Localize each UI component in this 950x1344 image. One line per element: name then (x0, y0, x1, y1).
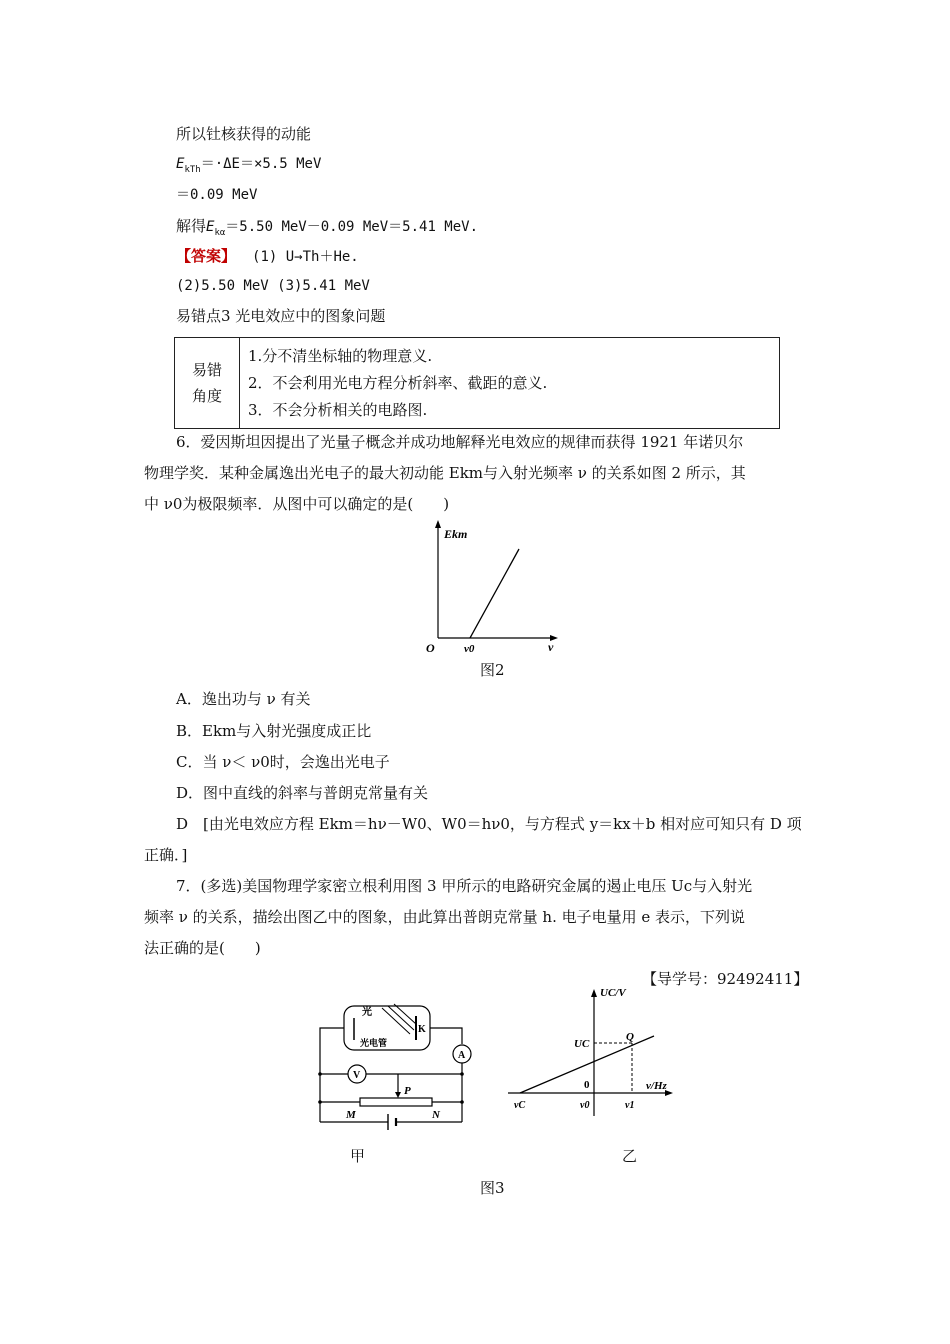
rheostat-m-label: M (346, 1109, 356, 1121)
circuit-diagram (312, 1000, 482, 1138)
option-c: C．当 ν＜ ν0时，会逸出光电子 (176, 753, 390, 771)
energy-symbol-2: E (206, 219, 215, 235)
q7-line-3: 法正确的是( ) (144, 939, 261, 957)
energy-subscript-2: kα (214, 227, 226, 238)
nu0-label: ν0 (580, 1100, 590, 1111)
x-axis-label: ν (548, 640, 554, 654)
y-axis-label: UC/V (600, 987, 626, 999)
x-axis-label: ν/Hz (646, 1080, 667, 1092)
answer-tag: 【答案】 (176, 247, 237, 265)
left-wire (320, 1028, 344, 1122)
label-yi: 乙 (622, 1147, 638, 1165)
uc-label: UC (574, 1038, 590, 1050)
section-title: 易错点3 光电效应中的图象问题 (176, 307, 386, 325)
origin-label: O (426, 641, 435, 655)
ammeter-label: A (458, 1050, 466, 1061)
solution-line-3: ＝0.09 MeV (176, 187, 258, 203)
ekm-line (470, 549, 519, 638)
answer-line-2: (2)5.50 MeV (3)5.41 MeV (176, 278, 370, 294)
q7-line-1: 7．(多选)美国物理学家密立根利用图 3 甲所示的电路研究金属的遏止电压 Uc与入射光 (176, 877, 753, 895)
point-q-label: Q (626, 1031, 634, 1043)
option-a: A．逸出功与 ν 有关 (176, 690, 311, 708)
figure-2-caption: 图2 (480, 661, 505, 679)
solution-line-4 (176, 216, 478, 243)
q6-solution-line-2: 正确．] (144, 846, 188, 864)
solution-line-4-pre: 解得 (176, 217, 207, 235)
option-b: B．Ekm与入射光强度成正比 (176, 722, 372, 740)
origin-label: 0 (584, 1079, 590, 1091)
table-item: 1.分不清坐标轴的物理意义. (248, 346, 433, 365)
q7-line-2: 频率 ν 的关系，描绘出图乙中的图象，由此算出普朗克常量 h. 电子电量用 e 表示，下列说 (144, 908, 746, 926)
solution-line-4-rest: ＝5.50 MeV－0.09 MeV＝5.41 MeV. (225, 219, 479, 235)
y-axis-label: Ekm (444, 527, 468, 541)
rheostat-n-label: N (432, 1109, 440, 1121)
nu0-label: ν0 (464, 643, 475, 655)
table-item: 2．不会利用光电方程分析斜率、截距的意义. (248, 373, 548, 392)
rheostat (360, 1098, 432, 1106)
junction (460, 1100, 464, 1104)
nu1-label: ν1 (625, 1100, 635, 1111)
light-label: 光 (362, 1007, 372, 1018)
q6-line-1: 6．爱因斯坦因提出了光量子概念并成功地解释光电效应的规律而获得 1921 年诺贝尔 (176, 433, 744, 451)
answer-line-1 (176, 246, 359, 267)
cathode-label: K (418, 1024, 426, 1035)
junction (318, 1100, 322, 1104)
junction (460, 1072, 464, 1076)
guide-number: 【导学号：92492411】 (642, 970, 809, 988)
uc-nu-graph (506, 980, 682, 1120)
solution-line-2-rest: ＝·ΔE＝×5.5 MeV (200, 156, 322, 172)
tube-label: 光电管 (360, 1038, 388, 1048)
q6-line-2: 物理学奖．某种金属逸出光电子的最大初动能 Ekm与入射光频率 ν 的关系如图 2 所示，其 (144, 464, 746, 482)
figure-3-caption: 图3 (480, 1179, 505, 1197)
table-head-line-2: 角度 (191, 387, 222, 405)
solution-line-1: 所以钍核获得的动能 (176, 125, 312, 143)
solution-line-2 (176, 154, 321, 180)
y-axis-arrow (435, 520, 441, 528)
label-jia: 甲 (350, 1147, 366, 1165)
junction (318, 1072, 322, 1076)
right-wire (430, 1028, 462, 1044)
figure-2-graph (420, 518, 570, 656)
table-item: 3．不会分析相关的电路图. (248, 400, 428, 419)
nuc-label: νC (514, 1100, 526, 1111)
q6-line-3: 中 ν0为极限频率．从图中可以确定的是( ) (144, 495, 450, 513)
table-head (175, 338, 240, 429)
table-body (240, 338, 780, 429)
q6-solution-line-1: D [由光电效应方程 Ekm＝hν－W0、W0＝hν0，与方程式 y＝kx＋b 相对应可知只有 D 项 (176, 815, 802, 833)
y-axis-arrow (591, 989, 597, 997)
option-d: D．图中直线的斜率与普朗克常量有关 (176, 784, 429, 802)
slider-label: P (404, 1085, 411, 1097)
voltmeter-label: V (353, 1070, 361, 1081)
table-head-line-1: 易错 (191, 361, 222, 379)
slider-arrow (395, 1092, 401, 1098)
answer-1: (1) U→Th＋He. (252, 249, 359, 265)
energy-subscript: kTh (184, 164, 201, 175)
energy-symbol: E (176, 156, 185, 172)
error-angle-table (174, 337, 780, 429)
light-ray (382, 1008, 410, 1034)
